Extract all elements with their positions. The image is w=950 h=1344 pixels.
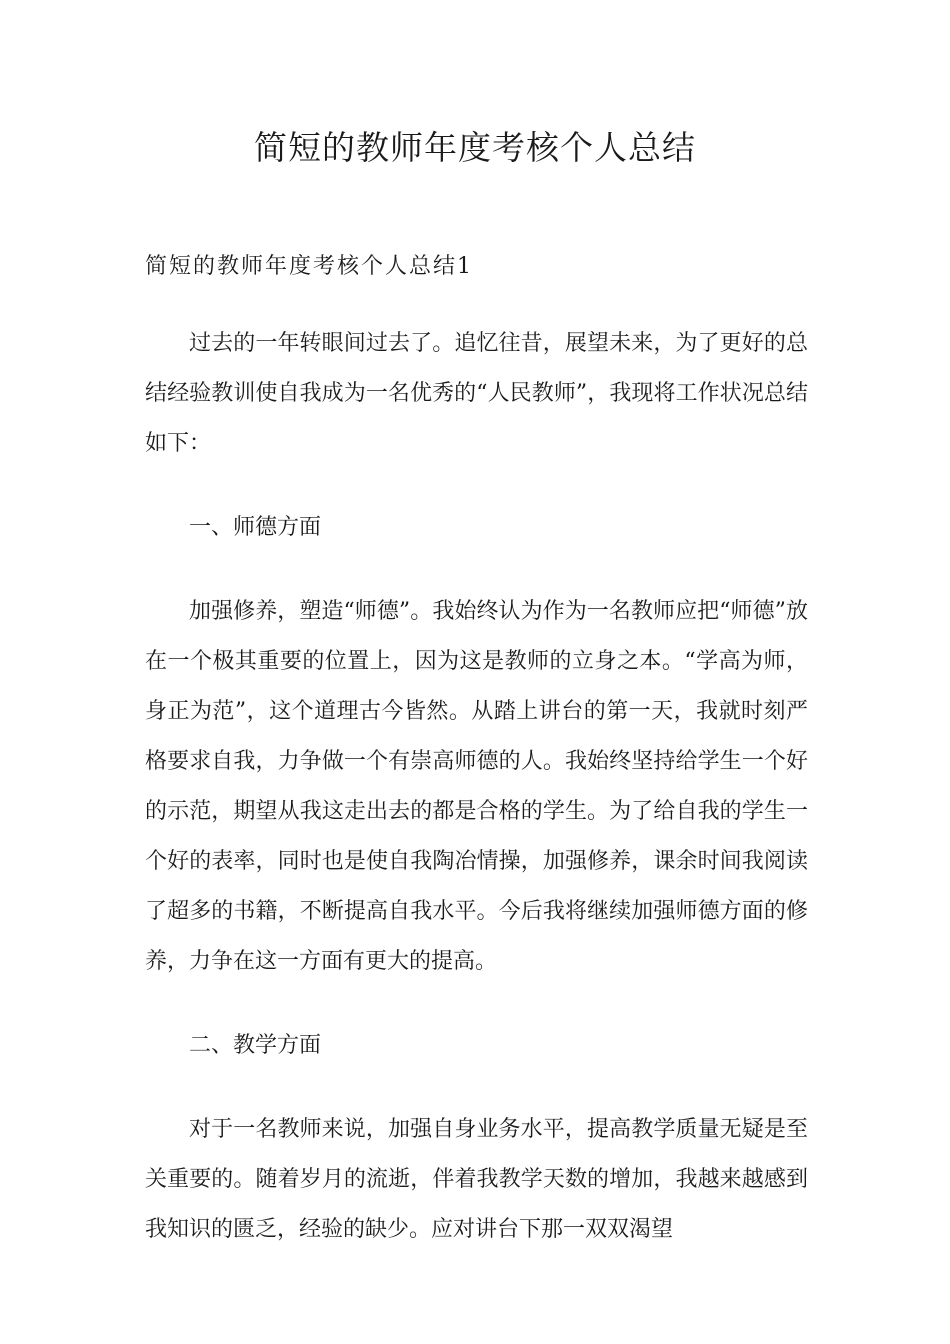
section-title: 简短的教师年度考核个人总结1 — [145, 254, 473, 279]
intro-paragraph: 过去的一年转眼间过去了。追忆往昔，展望未来，为了更好的总结经验教训使自我成为一名优秀的“人民教师”，我现将工作状况总结如下： — [145, 331, 808, 456]
heading-ethics: 一、师德方面 — [189, 515, 322, 540]
heading-teaching: 二、教学方面 — [189, 1033, 322, 1058]
document-title: 简短的教师年度考核个人总结 — [254, 128, 696, 167]
ethics-paragraph: 加强修养，塑造“师德”。我始终认为作为一名教师应把“师德”放在一个极其重要的位置上，因为这是教师的立身之本。“学高为师，身正为范”，这个道理古今皆然。从踏上讲台的第一天，我就时刻严格要求自我，力争做一个有崇高师德的人。我始终坚持给学生一个好的示范，期望从我这走出去的都是合格的学生。为了给自我的学生一个好的表率，同时也是使自我陶冶情操，加强修养，课余时间我阅读了超多的书籍，不断提高自我水平。今后我将继续加强师德方面的修养，力争在这一方面有更大的提高。 — [145, 599, 808, 974]
document-body — [145, 247, 808, 1255]
teaching-paragraph: 对于一名教师来说，加强自身业务水平，提高教学质量无疑是至关重要的。随着岁月的流逝，伴着我教学天数的增加，我越来越感到我知识的匮乏，经验的缺少。应对讲台下那一双双渴望 — [145, 1117, 808, 1242]
